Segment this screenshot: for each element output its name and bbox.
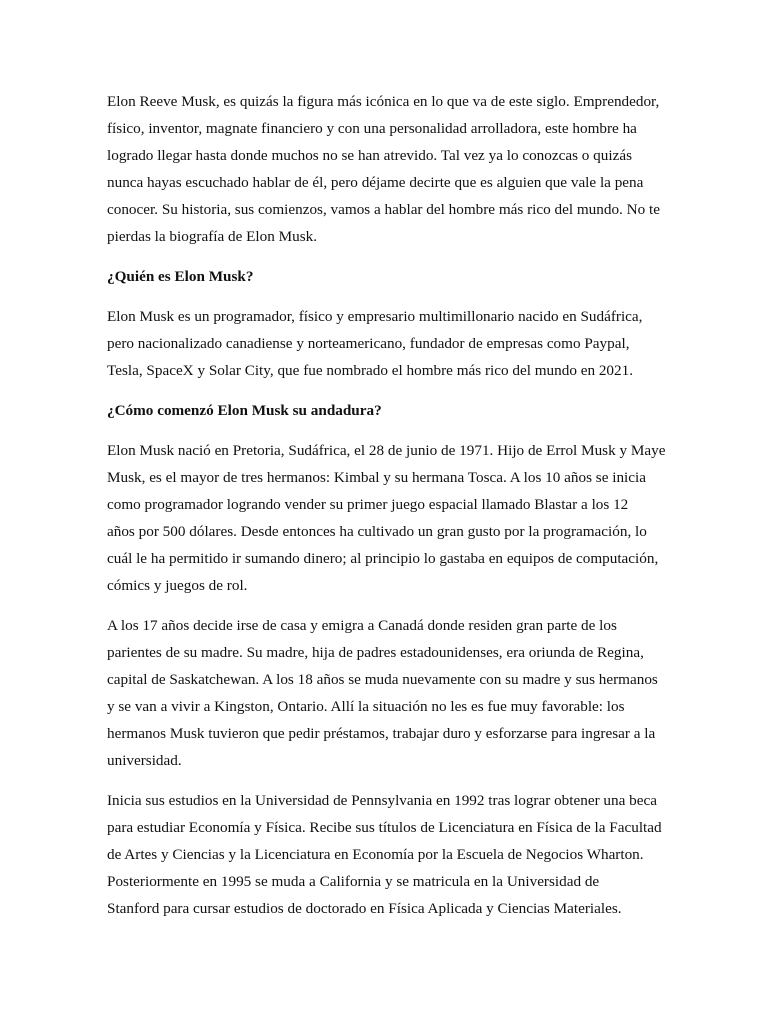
text-line: A los 17 años decide irse de casa y emigra a Canadá donde residen gran parte de los: [107, 617, 617, 634]
text-line: físico, inventor, magnate financiero y con una personalidad arrolladora, este hombre ha: [107, 120, 637, 137]
paragraph-spacer: [107, 290, 667, 303]
paragraph-spacer: [107, 599, 667, 612]
heading-text: ¿Quién es Elon Musk?: [107, 268, 254, 285]
paragraph-spacer: [107, 424, 667, 437]
paragraph-nacimiento: [107, 437, 667, 599]
text-line: Tesla, SpaceX y Solar City, que fue nombrado el hombre más rico del mundo en 2021.: [107, 362, 634, 379]
text-line: hermanos Musk tuvieron que pedir préstamos, trabajar duro y esforzarse para ingresar a la: [107, 725, 656, 742]
section-heading-como-comenzo: [107, 397, 667, 424]
text-line: años por 500 dólares. Desde entonces ha cultivado un gran gusto por la programación, lo: [107, 523, 647, 540]
paragraph-spacer: [107, 250, 667, 263]
paragraph-spacer: [107, 384, 667, 397]
paragraph-estudios: [107, 787, 667, 922]
paragraph-spacer: [107, 774, 667, 787]
text-line: universidad.: [107, 752, 182, 769]
text-line: conocer. Su historia, sus comienzos, vamos a hablar del hombre más rico del mundo. No te: [107, 201, 660, 218]
section-heading-quien-es: [107, 263, 667, 290]
text-line: como programador logrando vender su primer juego espacial llamado Blastar a los 12: [107, 496, 629, 513]
text-line: Elon Musk nació en Pretoria, Sudáfrica, el 28 de junio de 1971. Hijo de Errol Musk y Maye: [107, 442, 666, 459]
text-line: parientes de su madre. Su madre, hija de padres estadounidenses, era oriunda de Regina,: [107, 644, 644, 661]
text-line: para estudiar Economía y Física. Recibe sus títulos de Licenciatura en Física de la Facultad: [107, 819, 662, 836]
text-line: Stanford para cursar estudios de doctorado en Física Aplicada y Ciencias Materiales.: [107, 900, 622, 917]
text-line: Inicia sus estudios en la Universidad de Pennsylvania en 1992 tras lograr obtener una beca: [107, 792, 657, 809]
document-page: [107, 88, 667, 922]
text-line: nunca hayas escuchado hablar de él, pero déjame decirte que es alguien que vale la pena: [107, 174, 644, 191]
text-line: Elon Reeve Musk, es quizás la figura más icónica en lo que va de este siglo. Emprendedor,: [107, 93, 660, 110]
text-line: pero nacionalizado canadiense y norteamericano, fundador de empresas como Paypal,: [107, 335, 630, 352]
text-line: logrado llegar hasta donde muchos no se han atrevido. Tal vez ya lo conozcas o quizás: [107, 147, 632, 164]
text-line: cuál le ha permitido ir sumando dinero; al principio lo gastaba en equipos de computación,: [107, 550, 659, 567]
text-line: cómics y juegos de rol.: [107, 577, 248, 594]
paragraph-canada: [107, 612, 667, 774]
text-line: de Artes y Ciencias y la Licenciatura en Economía por la Escuela de Negocios Wharton.: [107, 846, 644, 863]
text-line: y se van a vivir a Kingston, Ontario. Allí la situación no les es fue muy favorable: los: [107, 698, 625, 715]
paragraph-quien-es: [107, 303, 667, 384]
text-line: Posteriormente en 1995 se muda a California y se matricula en la Universidad de: [107, 873, 600, 890]
paragraph-intro: [107, 88, 667, 250]
text-line: Elon Musk es un programador, físico y empresario multimillonario nacido en Sudáfrica,: [107, 308, 643, 325]
heading-text: ¿Cómo comenzó Elon Musk su andadura?: [107, 402, 382, 419]
text-line: Musk, es el mayor de tres hermanos: Kimbal y su hermana Tosca. A los 10 años se inicia: [107, 469, 646, 486]
text-line: capital de Saskatchewan. A los 18 años se muda nuevamente con su madre y sus hermanos: [107, 671, 658, 688]
text-line: pierdas la biografía de Elon Musk.: [107, 228, 318, 245]
